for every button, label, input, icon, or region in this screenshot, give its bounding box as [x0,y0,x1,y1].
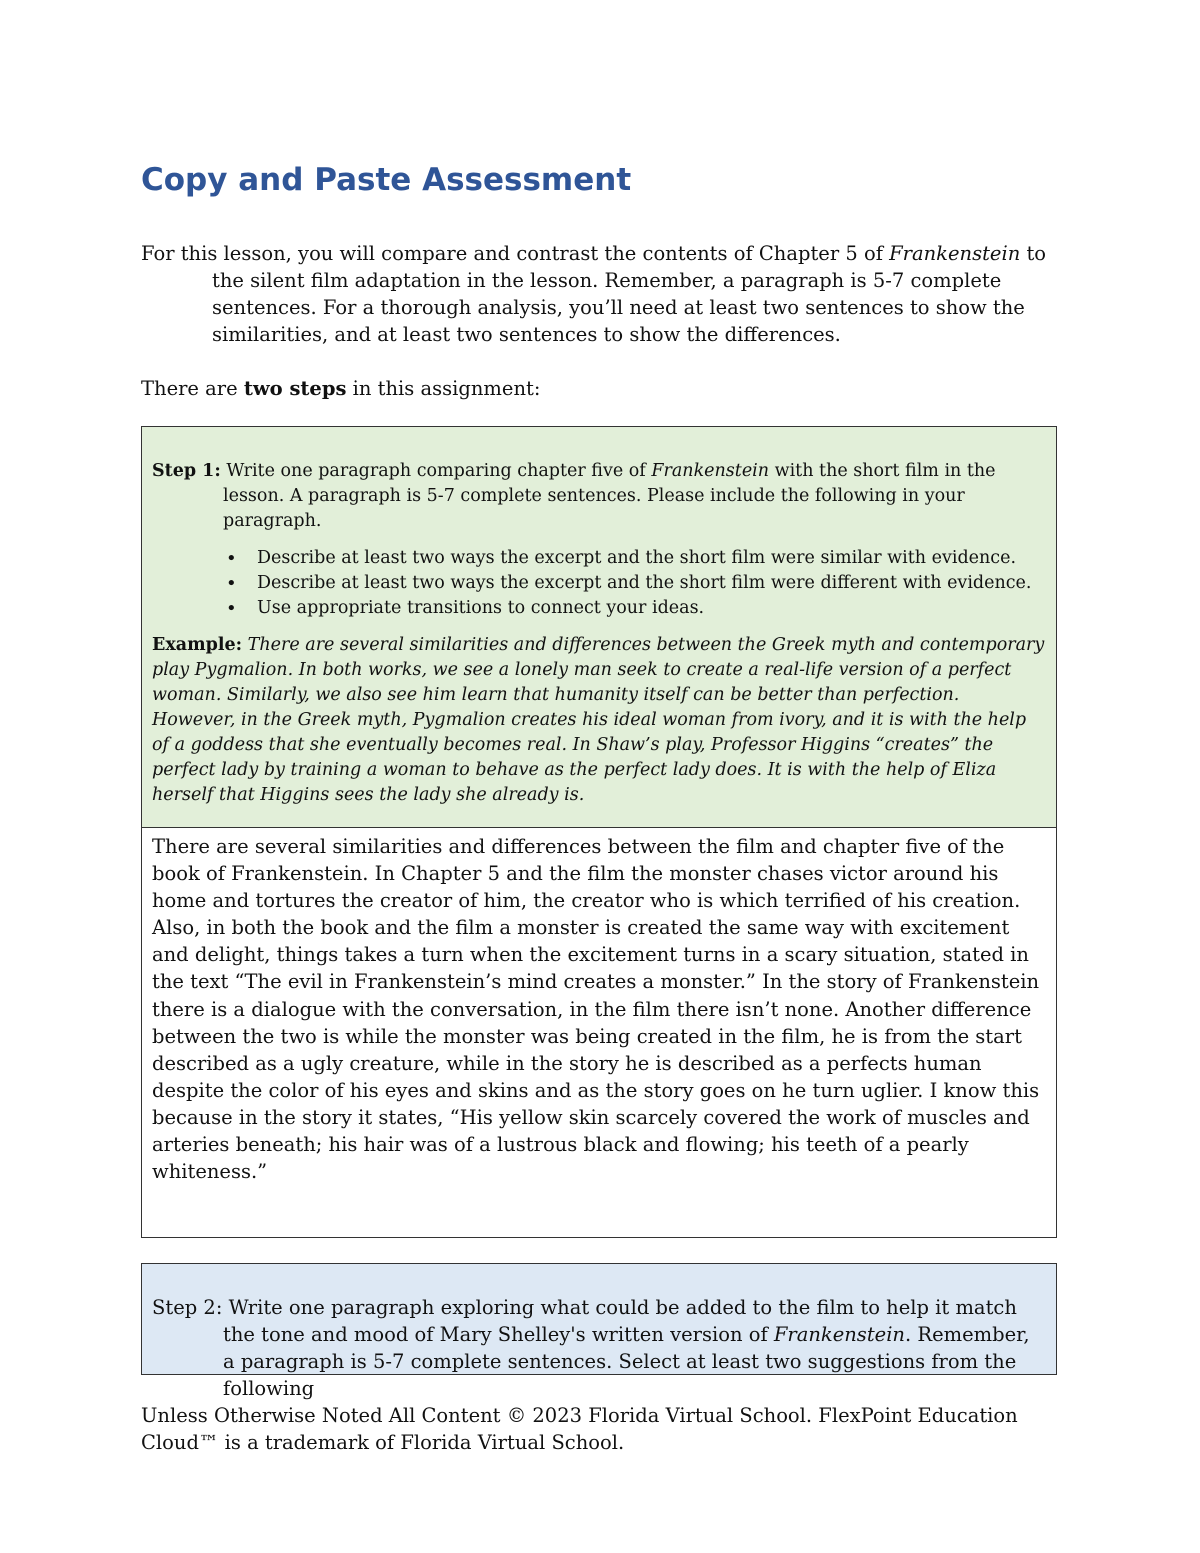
steps-line-before: There are [141,377,244,400]
step2-text-1: Write one paragraph exploring what could be added to the film to help it match the tone and mood of Mary Shelley's written version of [222,1296,1017,1346]
step1-box [141,426,1057,828]
list-item: • Describe at least two ways the excerpt and the short film were different with evidence. [257,571,1046,596]
step1-text-1: Write one paragraph comparing chapter five of [220,461,652,481]
step2-instructions [152,1294,1046,1402]
steps-line-bold: two steps [243,377,347,400]
step1-instructions [152,459,1046,534]
list-item: • Describe at least two ways the excerpt and the short film were similar with evidence. [257,546,1046,571]
step1-book-title: Frankenstein [651,461,770,481]
step1-label: Step 1: [152,461,221,481]
step2-book-title: Frankenstein [773,1323,905,1346]
intro-paragraph [141,240,1071,348]
steps-line [141,375,540,402]
answer-box[interactable] [141,827,1057,1238]
step2-box [141,1263,1057,1400]
step1-bullet-list [152,546,1046,621]
intro-text-2: to the silent film adaptation in the lesson. Remember, a paragraph is 5-7 complete sentences. For a thorough analysis, you’ll need at least two sentences to show the similarities, and at least two sentences to show the differences. [212,242,1047,346]
intro-text-1: For this lesson, you will compare and contrast the contents of Chapter 5 of [141,242,890,265]
list-item: • Use appropriate transitions to connect your ideas. [257,596,1046,621]
example-text: There are several similarities and differences between the Greek myth and contemporary play Pygmalion. In both works, we see a lonely man seek to create a real-life version of a perfect woman. Similarly, we also see him learn that humanity itself can be better than perfection. However, in the Greek myth, Pygmalion creates his ideal woman from ivory, and it is with the help of a goddess that she eventually becomes real. In Shaw’s play, Professor Higgins “creates” the perfect lady by training a woman to behave as the perfect lady does. It is with the help of Eliza herself that Higgins sees the lady she already is. [152,635,1045,805]
example-label: Example: [152,635,243,655]
step1-text-2: with the short film in the lesson. A paragraph is 5-7 complete sentences. Please include the following in your paragraph. [223,461,996,531]
copyright-footer: Unless Otherwise Noted All Content © 2023 Florida Virtual School. FlexPoint Education Cloud™ is a trademark of Florida Virtual School. [141,1404,1018,1454]
answer-text: There are several similarities and differences between the film and chapter five of the book of Frankenstein. In Chapter 5 and the film the monster chases victor around his home and tortures the creator of him, the creator who is which terrified of his creation. Also, in both the book and the film a monster is created the same way with excitement and delight, things takes a turn when the excitement turns in a scary situation, stated in the text “The evil in Frankenstein’s mind creates a monster.” In the story of Frankenstein there is a dialogue with the conversation, in the film there isn’t none. Another difference between the two is while the monster was being created in the film, he is from the start described as a ugly creature, while in the story he is described as a perfects human despite the color of his eyes and skins and as the story goes on he turn uglier. I know this because in the story it states, “His yellow skin scarcely covered the work of muscles and arteries beneath; his hair was of a lustrous black and flowing; his teeth of a pearly whiteness.” [152,835,1040,1184]
step2-text-2: . Remember, a paragraph is 5-7 complete sentences. Select at least two suggestions from the following [223,1323,1030,1400]
intro-book-title: Frankenstein [889,242,1021,265]
step2-label: Step 2: [152,1296,223,1319]
steps-line-after: in this assignment: [346,377,541,400]
example-paragraph [152,633,1046,808]
page-title: Copy and Paste Assessment [141,162,632,198]
